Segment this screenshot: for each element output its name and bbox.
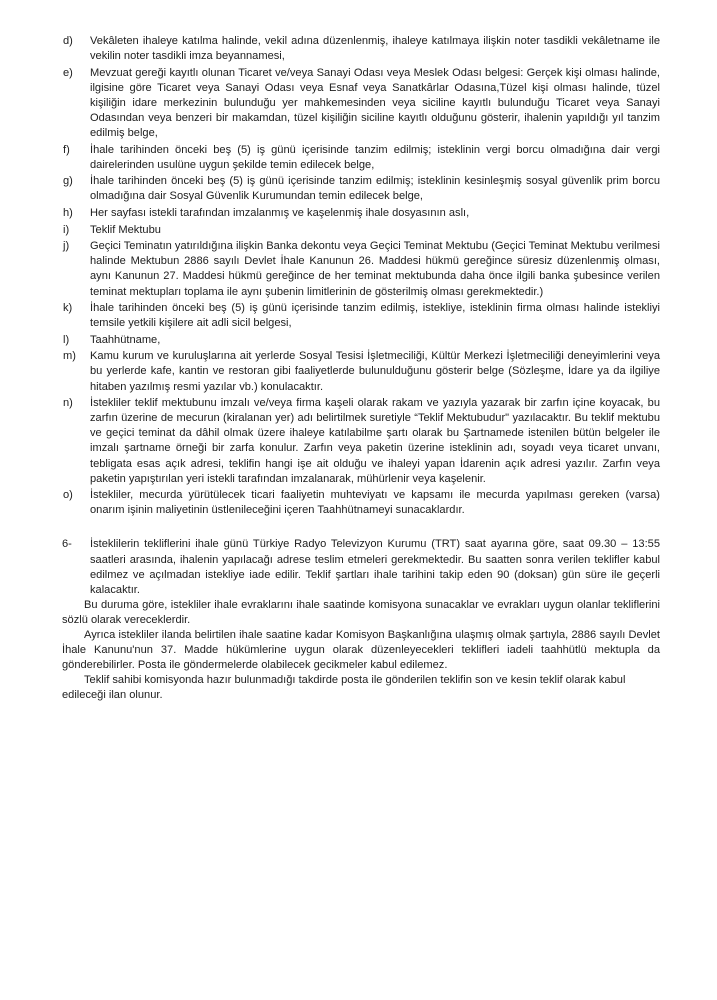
document-text-body: [62, 34, 660, 703]
list-item-marker: e): [63, 66, 73, 79]
list-item: [62, 349, 660, 394]
clause-body: [62, 537, 660, 703]
list-item: [62, 34, 660, 64]
list-item: [62, 174, 660, 204]
list-item-marker: g): [63, 175, 73, 188]
list-item-marker: d): [63, 35, 73, 47]
list-item-marker: j): [63, 240, 70, 253]
list-item: [62, 301, 660, 331]
list-item-marker: f): [63, 143, 70, 156]
clause-paragraph: Bu duruma göre, istekliler ihale evraklarını ihale saatinde komisyona sunacaklar ve evrakları uygun olanlar tekliflerini sözlü olarak vereceklerdir.: [62, 598, 660, 626]
clause-6: [62, 537, 660, 703]
list-item-text: İhale tarihinden önceki beş (5) iş günü içerisinde tanzim edilmiş; isteklinin kesinleşmiş sosyal güvenlik prim borcu olmadığına dair Sosyal Güvenlik Kurumundan temin edilecek belge,: [90, 175, 660, 203]
list-item-text: İhale tarihinden önceki beş (5) iş günü içerisinde tanzim edilmiş, istekliye, isteklinin firma olması halinde istekliyi temsile yetkili kişilere ait adli sicil belgesi,: [90, 302, 660, 330]
list-item-marker: l): [63, 333, 70, 346]
clause-paragraph: İsteklilerin tekliflerini ihale günü Türkiye Radyo Televizyon Kurumu (TRT) saat ayarına göre, saat 09.30 – 13:55 saatleri arasında, ihalenin yapılacağı adrese teslim etmeleri gerekmektedir. Bu saatten sonra verilen teklifler kabul edilmez ve açılmadan istekliye iade edilir. Teklif şartları ihale tarihini takip eden 90 (doksan) gün süre ile geçerli kalacaktır.: [90, 538, 660, 596]
clause-continuation-block: [62, 598, 660, 704]
requirements-list: [62, 34, 660, 518]
list-item-marker: h): [63, 207, 73, 220]
list-item-text: Mevzuat gereği kayıtlı olunan Ticaret ve/veya Sanayi Odası veya Meslek Odası belgesi: Gerçek kişi olması halinde, ilgisine göre Ticaret veya Sanayi Odası veya Esnaf veya Sanatkârlar Odasına,Tüzel kişi olması halinde, tüzel kişiliğin idare merkezinin bulunduğu yer mahkemesinden veya siciline kayıtlı bulunduğu Ticaret veya Sanayi Odasından veya benzeri bir makamdan, tüzel kişiliğin siciline kayıtlı olduğunu gösterir, ihalenin yapıldığı yıl tanzim edilmiş belge,: [90, 66, 660, 140]
list-item-text: İhale tarihinden önceki beş (5) iş günü içerisinde tanzim edilmiş; isteklinin vergi borcu olmadığına dair vergi dairelerinden usulüne uygun şekilde temin edilecek belge,: [90, 143, 660, 171]
list-item: [62, 239, 660, 299]
list-item-text: İstekliler, mecurda yürütülecek ticari faaliyetin muhteviyatı ve kapsamı ile mecurda yapılması gereken (varsa) onarım işinin maliyetinin üstlenileceğini içeren Taahhütnameyi sunacaklardır.: [90, 489, 660, 517]
list-item-marker: k): [63, 302, 73, 315]
list-item: [62, 206, 660, 221]
list-item-text: Her sayfası istekli tarafından imzalanmış ve kaşelenmiş ihale dosyasının aslı,: [90, 207, 470, 220]
list-item-text: Geçici Teminatın yatırıldığına ilişkin Banka dekontu veya Geçici Teminat Mektubu (Geçici Teminat Mektubu verilmesi halinde Mektubun 2886 sayılı Devlet İhale Kanunun 26. Maddesi hükmü gereğince süresiz düzenlenmiş olması, aynı Kanunun 27. Maddesi hükmü gereğince de her teminat mektubunda daha önce ilgili banka şubesince verilen teminat mektupları toplama ile aynı şubenin limitlerinin de gösterilmiş olması gerekmektedir.): [90, 240, 660, 298]
list-item: [62, 66, 660, 141]
list-item-text: Teklif Mektubu: [90, 223, 161, 236]
list-item: [62, 143, 660, 173]
list-item: [62, 223, 660, 238]
list-item-marker: o): [63, 489, 73, 502]
clause-paragraph: Teklif sahibi komisyonda hazır bulunmadığı takdirde posta ile gönderilen teklifin son ve kesin teklif olarak kabul edileceği ilan olunur.: [62, 674, 626, 702]
list-item-marker: i): [63, 223, 70, 236]
list-item-text: İstekliler teklif mektubunu imzalı ve/veya firma kaşeli olarak rakam ve yazıyla yazarak bir zarfın içine koyacak, bu zarfın üzerine de mecurun (kiralanan yer) adı belirtilmek suretiyle “Teklif Mektubudur" yazılacaktır. Bu teklif mektubu ve geçici teminat da dâhil olmak üzere ihaleye katılabilme şartı olarak bu Şartnamede istenilen bütün belgeler ile imzalı şartname örneği bir zarfa konulur. Zarfın veya paketin üzerine isteklinin adı, soyadı veya ticaret unvanı, tebligata esas açık adresi, teklifin hangi işe ait olduğu ve ihaleyi yapan İdarenin açık adresi yazılır. Zarfın veya paketin yapıştırılan yeri istekli tarafından imzalanarak, mühürlenir veya kaşelenir.: [90, 397, 660, 485]
list-item: [62, 333, 660, 348]
list-item: [62, 488, 660, 518]
list-item-text: Taahhütname,: [90, 333, 161, 346]
clause-paragraph: Ayrıca istekliler ilanda belirtilen ihale saatine kadar Komisyon Başkanlığına ulaşmış olmak şartıyla, 2886 sayılı Devlet İhale Kanunu'nun 37. Madde hükümlerine uygun olarak düzenleyecekleri teklifleri iadeli taahhütlü mektupla da gönderebilirler. Posta ile göndermelerde olabilecek gecikmeler kabul edilemez.: [62, 628, 660, 672]
list-item-text: Kamu kurum ve kuruluşlarına ait yerlerde Sosyal Tesisi İşletmeciliği, Kültür Merkezi İşletmeciliği deneyimlerini veya bu yerlerde kafe, kantin ve restoran gibi faaliyetlerde bulunulduğunu gösterir belge (Sözleşme, İdare ya da ilgiliye hitaben yazılmış resmi yazılar vb.) konulacaktır.: [90, 350, 660, 393]
list-item: [62, 396, 660, 487]
clause-number: 6-: [62, 538, 72, 551]
list-item-marker: n): [63, 397, 73, 410]
list-item-text: Vekâleten ihaleye katılma halinde, vekil adına düzenlenmiş, ihaleye katılmaya ilişkin noter tasdikli vekâletname ile vekilin noter tasdikli imza beyannamesi,: [90, 35, 660, 63]
list-item-marker: m): [63, 350, 76, 363]
